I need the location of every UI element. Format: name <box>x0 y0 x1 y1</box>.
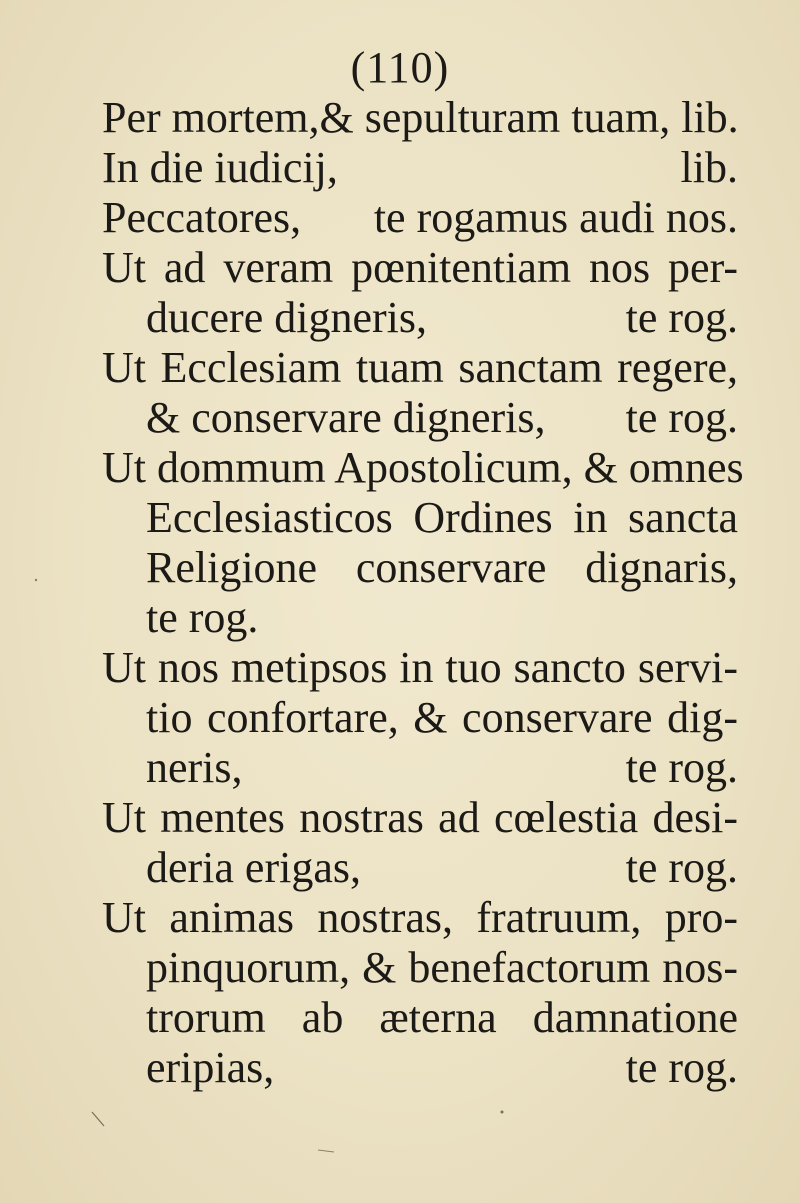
line-text-left: ducere digneris, <box>146 293 427 342</box>
line-text-left: neris, <box>146 743 243 792</box>
line-text-right: te rog. <box>625 393 738 442</box>
paper-mark <box>35 579 37 581</box>
line-text-left: deria erigas, <box>146 843 361 892</box>
line-text: trorum ab æterna damnatione <box>146 993 738 1042</box>
line-text: tio confortare, & conservare dig- <box>146 693 738 742</box>
line-text: Ut dommum Apostolicum, & omnes <box>102 443 744 492</box>
line-text: Ut animas nostras, fratruum, pro- <box>102 893 738 942</box>
page-number: (110) <box>350 43 450 92</box>
line-text: Ut mentes nostras ad cœlestia desi- <box>102 793 738 842</box>
line-text: Ut ad veram pœnitentiam nos per- <box>102 243 738 292</box>
line-text-left: In die iudicij, <box>102 143 338 192</box>
line-text: Ut nos metipsos in tuo sancto servi- <box>102 643 738 692</box>
line-text: Ut Ecclesiam tuam sanctam regere, <box>102 343 738 392</box>
line-text-left: & conservare digneris, <box>146 393 546 442</box>
line-text-right: te rog. <box>625 1043 738 1092</box>
line-text-right: lib. <box>680 143 738 192</box>
paper-mark <box>318 1150 334 1152</box>
paper-mark <box>92 1112 104 1126</box>
line-text: pinquorum, & benefactorum nos- <box>146 943 738 992</box>
line-text-right: te rog. <box>625 743 738 792</box>
line-text-right: te rogamus audi nos. <box>373 193 738 242</box>
line-text: te rog. <box>146 593 259 642</box>
line-text: Per mortem,& sepulturam tuam, lib. <box>102 93 739 142</box>
line-text-right: te rog. <box>625 293 738 342</box>
line-text-right: te rog. <box>625 843 738 892</box>
line-text-left: eripias, <box>146 1043 275 1092</box>
paper-mark <box>501 1111 504 1114</box>
line-text: Ecclesiasticos Ordines in sancta <box>146 493 738 542</box>
line-text-left: Peccatores, <box>102 193 302 242</box>
line-text: Religione conservare dignaris, <box>146 543 738 592</box>
